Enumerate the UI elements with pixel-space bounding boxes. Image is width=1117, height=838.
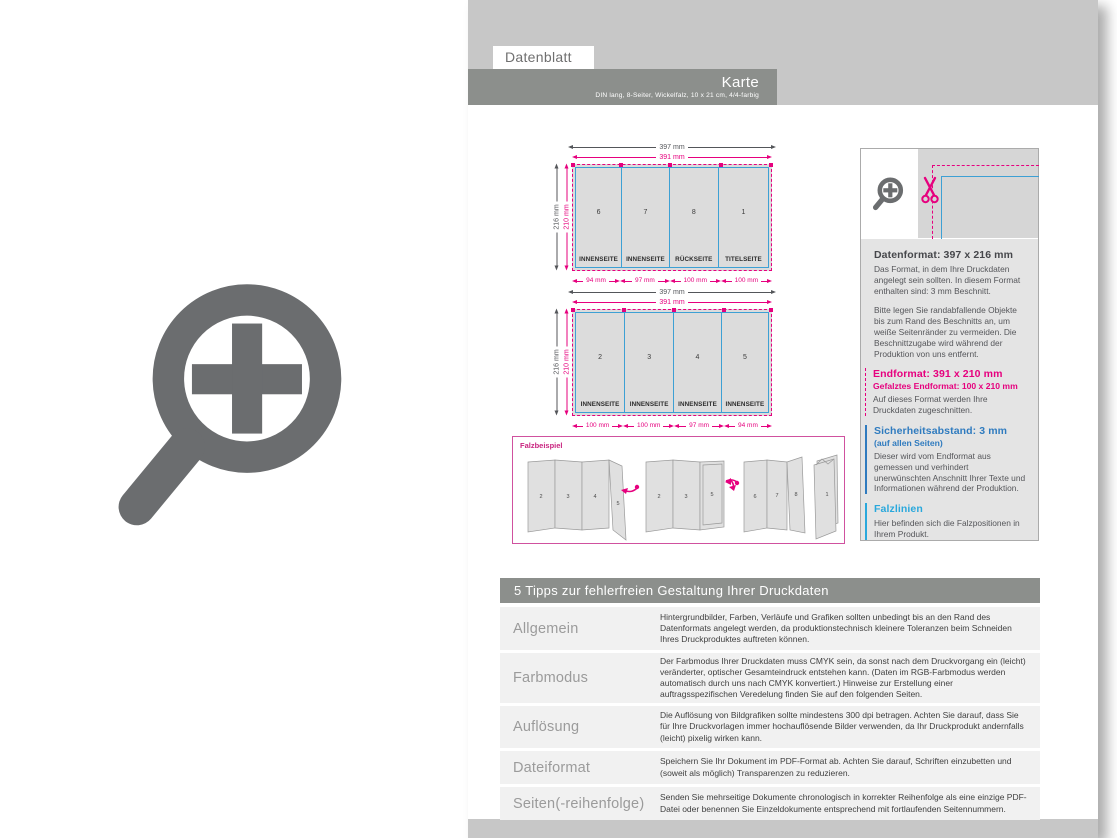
page-panel: [576, 313, 625, 412]
panel-label: TITELSEITE: [725, 256, 762, 263]
endformat-line: [941, 176, 1039, 239]
panel-label: INNENSEITE: [629, 401, 669, 408]
diagram2-width-outer-dim: [568, 287, 776, 297]
svg-text:3: 3: [566, 494, 570, 500]
svg-text:8: 8: [794, 492, 798, 498]
endformat-title: Endformat: 391 x 210 mm: [873, 368, 1003, 381]
product-subtitle: DIN lang, 8-Seiter, Wickelfalz, 10 x 21 cm, 4/4-farbig: [595, 91, 759, 99]
endformat-subtitle: Gefalztes Endformat: 100 x 210 mm: [873, 381, 1018, 392]
diagram2-height-outer-dim: [552, 309, 562, 416]
panel-number: 6: [596, 208, 601, 216]
tips-table: [500, 607, 1040, 823]
page-panel: [719, 168, 768, 267]
panel-number: 8: [691, 208, 696, 216]
page-panel: [622, 168, 670, 267]
svg-text:3: 3: [684, 494, 688, 500]
safety-margin-title: Sicherheitsabstand: 3 mm: [874, 424, 1008, 437]
tips-row-allgemein: [500, 607, 1040, 650]
card-corner-preview: [918, 149, 1038, 238]
product-header-bar: [468, 69, 777, 105]
scissors-icon: [920, 175, 940, 205]
datenblatt-label: Datenblatt: [493, 46, 594, 69]
page-panel: [670, 168, 719, 267]
panel-label: INNENSEITE: [579, 256, 618, 263]
panel-number: 2: [598, 353, 602, 361]
dim-label: 216 mm: [553, 204, 560, 230]
panel-label: INNENSEITE: [678, 401, 717, 408]
dim-label: 391 mm: [659, 153, 685, 161]
panel-label: INNENSEITE: [725, 401, 765, 408]
zoom-in-icon[interactable]: [95, 272, 357, 548]
panel-number: 5: [742, 353, 747, 361]
tips-header: 5 Tipps zur fehlerfreien Gestaltung Ihrer Druckdaten: [500, 578, 1040, 603]
svg-text:7: 7: [775, 493, 779, 499]
dim-label: 97 mm: [634, 276, 655, 284]
panel-number: 7: [643, 208, 648, 216]
safety-margin-paragraph: Dieser wird vom Endformat aus gemessen und verhindert unerwünschten Anschnitt Ihrer Texte und Informationen während der Produktion.: [874, 450, 1026, 494]
dim-label: 210 mm: [563, 204, 570, 230]
tips-term: Dateiformat: [513, 759, 591, 776]
panel-label: INNENSEITE: [626, 256, 665, 263]
svg-text:4: 4: [593, 494, 597, 500]
diagram1-height-outer-dim: [552, 164, 562, 271]
panel-number: 3: [647, 353, 652, 361]
dim-label: 100 mm: [636, 421, 661, 429]
fold-lines-title: Falzlinien: [874, 503, 923, 516]
diagram1-card: [572, 164, 772, 271]
tips-description: Hintergrundbilder, Farben, Verläufe und Grafiken sollten unbedingt bis an den Rand des Datenformats angelegt werden, da produktionstechnisch kleinere Toleranzen beim Schneiden Ihres Druckproduktes auftreten können.: [660, 611, 1012, 645]
tips-row-dateiformat: [500, 751, 1040, 784]
panel-number: 4: [695, 353, 700, 361]
fold-example-box: [512, 436, 845, 544]
dim-label: 397 mm: [659, 143, 685, 151]
fold-example-label: Falzbeispiel: [520, 441, 563, 450]
svg-text:2: 2: [539, 494, 543, 500]
panel-label: INNENSEITE: [580, 401, 620, 408]
tips-description: Die Auflösung von Bildgrafiken sollte mindestens 300 dpi betragen. Achten Sie darauf, dass Sie für Ihre Druckvorlagen immer hochauflösende Bilder verwenden, da Ihr Druckprodukt andernfalls (leicht) pixelig wirken kann.: [660, 710, 1024, 743]
page-panel: [625, 313, 674, 412]
datasheet-page: [468, 0, 1098, 838]
fold-lines-paragraph: Hier befinden sich die Falzpositionen in Ihrem Produkt.: [874, 518, 1020, 539]
diagram2-card: [572, 309, 772, 416]
svg-text:1: 1: [825, 492, 829, 498]
datenformat-section: [874, 249, 1027, 359]
endformat-paragraph: Auf dieses Format werden Ihre Druckdaten zugeschnitten.: [873, 394, 988, 416]
diagram1-panel-width-dims: [572, 276, 772, 286]
safety-margin-subtitle: (auf allen Seiten): [874, 437, 943, 448]
fold-lines-section: [865, 503, 1027, 540]
tips-row-aufloesung: [500, 706, 1040, 748]
datenformat-title: Datenformat: 397 x 216 mm: [874, 249, 1014, 261]
tips-row-seitenreihenfolge: [500, 787, 1040, 820]
dim-label: 391 mm: [659, 298, 685, 306]
diagram1-height-inner-dim: [562, 164, 572, 271]
tips-term: Allgemein: [513, 620, 579, 637]
dim-label: 100 mm: [585, 421, 610, 429]
dim-label: 210 mm: [563, 349, 570, 375]
bleed-detail-image: [861, 149, 1038, 239]
tips-term: Auflösung: [513, 719, 580, 735]
dim-label: 100 mm: [683, 276, 707, 284]
svg-text:5: 5: [710, 492, 714, 498]
tips-description: Speichern Sie Ihr Dokument im PDF-Format ab. Achten Sie darauf, Schriften einzubetten und (soweit als möglich) Transparenzen zu reduzieren.: [660, 756, 1012, 778]
diagram1-width-inner-dim: [572, 152, 772, 162]
diagram2-panel-width-dims: [572, 421, 772, 431]
tips-description: Senden Sie mehrseitige Dokumente chronologisch in korrekter Reihenfolge als eine einzige PDF-Datei oder benennen Sie Einzeldokumente entsprechend mit fortlaufenden Seitennummern.: [660, 792, 1027, 814]
dim-label: 216 mm: [553, 349, 560, 375]
panel-label: RÜCKSEITE: [675, 256, 713, 263]
page-panel: [674, 313, 722, 412]
diagram1-width-outer-dim: [568, 142, 776, 152]
dim-label: 100 mm: [734, 276, 759, 284]
svg-text:2: 2: [657, 494, 661, 500]
info-panel: [860, 148, 1039, 541]
dim-label: 94 mm: [738, 421, 758, 429]
fold-example-illustration: [516, 451, 843, 543]
svg-text:6: 6: [753, 494, 757, 500]
endformat-section: [865, 368, 1027, 416]
diagram2-width-inner-dim: [572, 297, 772, 307]
tips-description: Der Farbmodus Ihrer Druckdaten muss CMYK sein, da sonst nach dem Druckvorgang ein (leicht) veränderter, optischer Gesamteindruck entstehen kann. (Daten im RGB-Farbmodus werden automatisch durch uns nach CMYK konvertiert.) Hinweise zur Erstellung einer auftragsspezifischen Veredelung finden Sie auf den folgenden Seiten.: [660, 655, 1026, 700]
tips-row-farbmodus: [500, 653, 1040, 703]
page-panel: [576, 168, 622, 267]
page-panel: [722, 313, 768, 412]
tips-term: Farbmodus: [513, 670, 589, 686]
datenformat-paragraph-1: Das Format, in dem Ihre Druckdaten angelegt sein sollten. In diesem Format enthalten sind: 3 mm Beschnitt.: [874, 264, 1021, 296]
tips-term: Seiten(-reihenfolge): [513, 795, 645, 812]
datenformat-paragraph-2: Bitte legen Sie randabfallende Objekte bis zum Rand des Beschnitts an, um weiße Seitenränder zu vermeiden. Die Beschnittzugabe wird während der Produktion von uns entfernt.: [874, 305, 1017, 359]
dim-label: 94 mm: [586, 276, 606, 284]
panel-number: 1: [741, 208, 746, 216]
zoom-in-icon-small: [870, 176, 905, 213]
diagram2-height-inner-dim: [562, 309, 572, 416]
dim-label: 97 mm: [689, 421, 710, 429]
svg-text:5: 5: [616, 501, 620, 507]
dim-label: 397 mm: [659, 288, 685, 296]
product-title: Karte: [721, 73, 759, 91]
safety-margin-section: [865, 425, 1027, 494]
